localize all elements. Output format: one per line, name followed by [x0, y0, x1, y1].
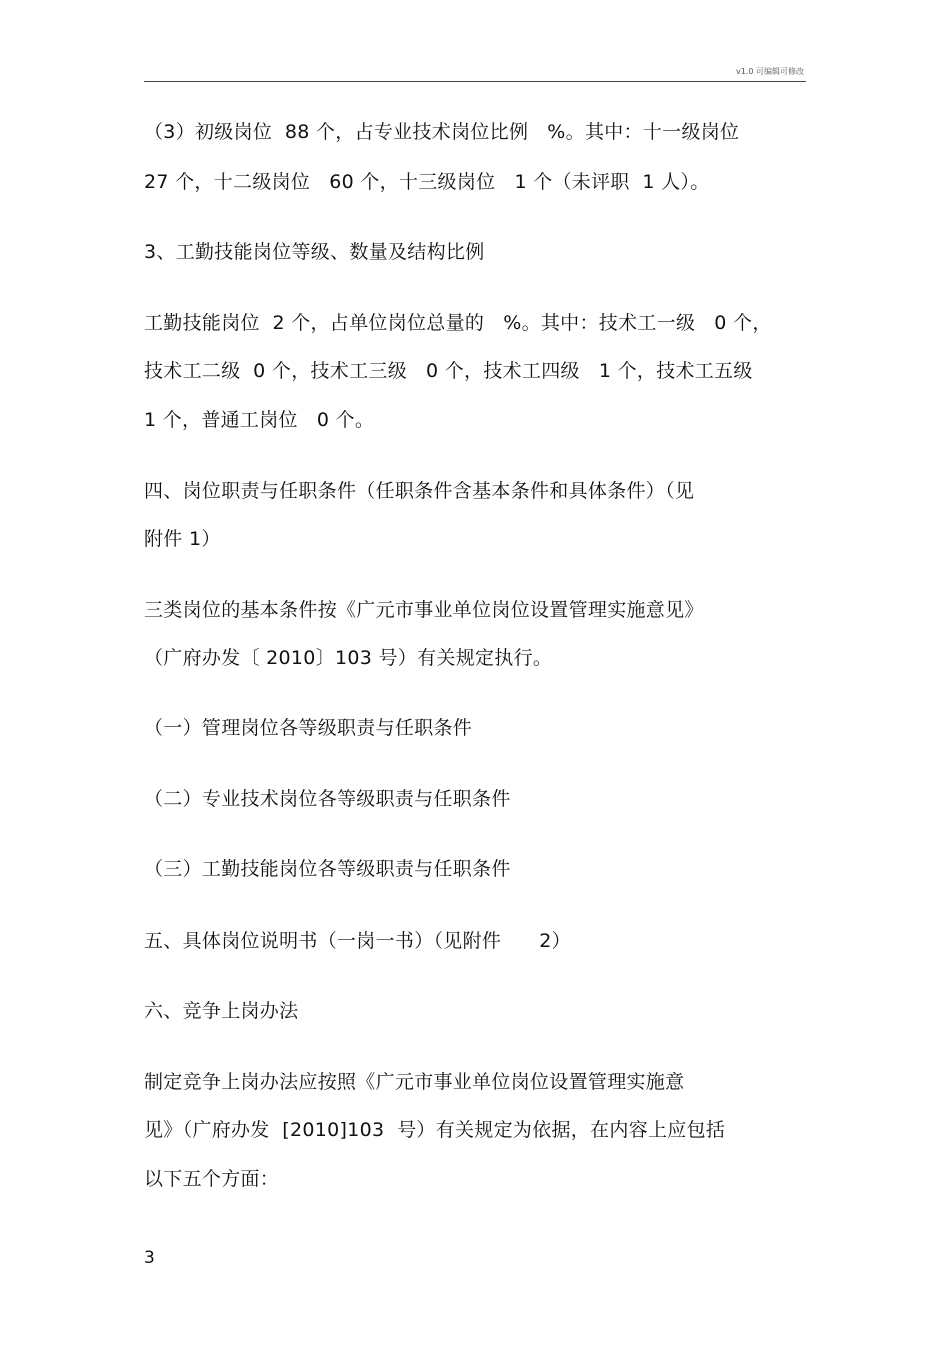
subsection-heading: （一）管理岗位各等级职责与任职条件 [144, 717, 473, 739]
text-line: 工勤技能岗位 2 个，占单位岗位总量的 %。其中：技术工一级 0 个， [144, 312, 772, 334]
page-number: 3 [144, 1248, 155, 1268]
section-heading: 3、工勤技能岗位等级、数量及结构比例 [144, 241, 485, 263]
text-line: 见》（广府办发 [2010]103 号）有关规定为依据，在内容上应包括 [144, 1119, 726, 1141]
text-line: 技术工二级 0 个，技术工三级 0 个，技术工四级 1 个，技术工五级 [144, 360, 753, 382]
subsection-heading: （三）工勤技能岗位各等级职责与任职条件 [144, 858, 511, 880]
section-heading: 四、岗位职责与任职条件（任职条件含基本条件和具体条件）（见 [144, 480, 695, 502]
text-line: （广府办发〔 2010〕103 号）有关规定执行。 [144, 647, 553, 669]
text-line: 27 个，十二级岗位 60 个，十三级岗位 1 个（未评职 1 人）。 [144, 171, 710, 193]
section-heading: 五、具体岗位说明书（一岗一书）（见附件 2） [144, 930, 571, 952]
text-line: 1 个，普通工岗位 0 个。 [144, 409, 375, 431]
section-heading: 六、竞争上岗办法 [144, 1000, 299, 1022]
header-version-note: v1.0 可编辑可修改 [736, 67, 804, 76]
text-line: 以下五个方面： [144, 1168, 280, 1190]
header-rule [144, 81, 806, 82]
text-line: 三类岗位的基本条件按《广元市事业单位岗位设置管理实施意见》 [144, 599, 704, 621]
text-line: 制定竞争上岗办法应按照《广元市事业单位岗位设置管理实施意 [144, 1071, 685, 1093]
text-line: （3）初级岗位 88 个，占专业技术岗位比例 %。其中：十一级岗位 [144, 121, 740, 143]
section-heading: 附件 1） [144, 528, 221, 550]
subsection-heading: （二）专业技术岗位各等级职责与任职条件 [144, 788, 511, 810]
